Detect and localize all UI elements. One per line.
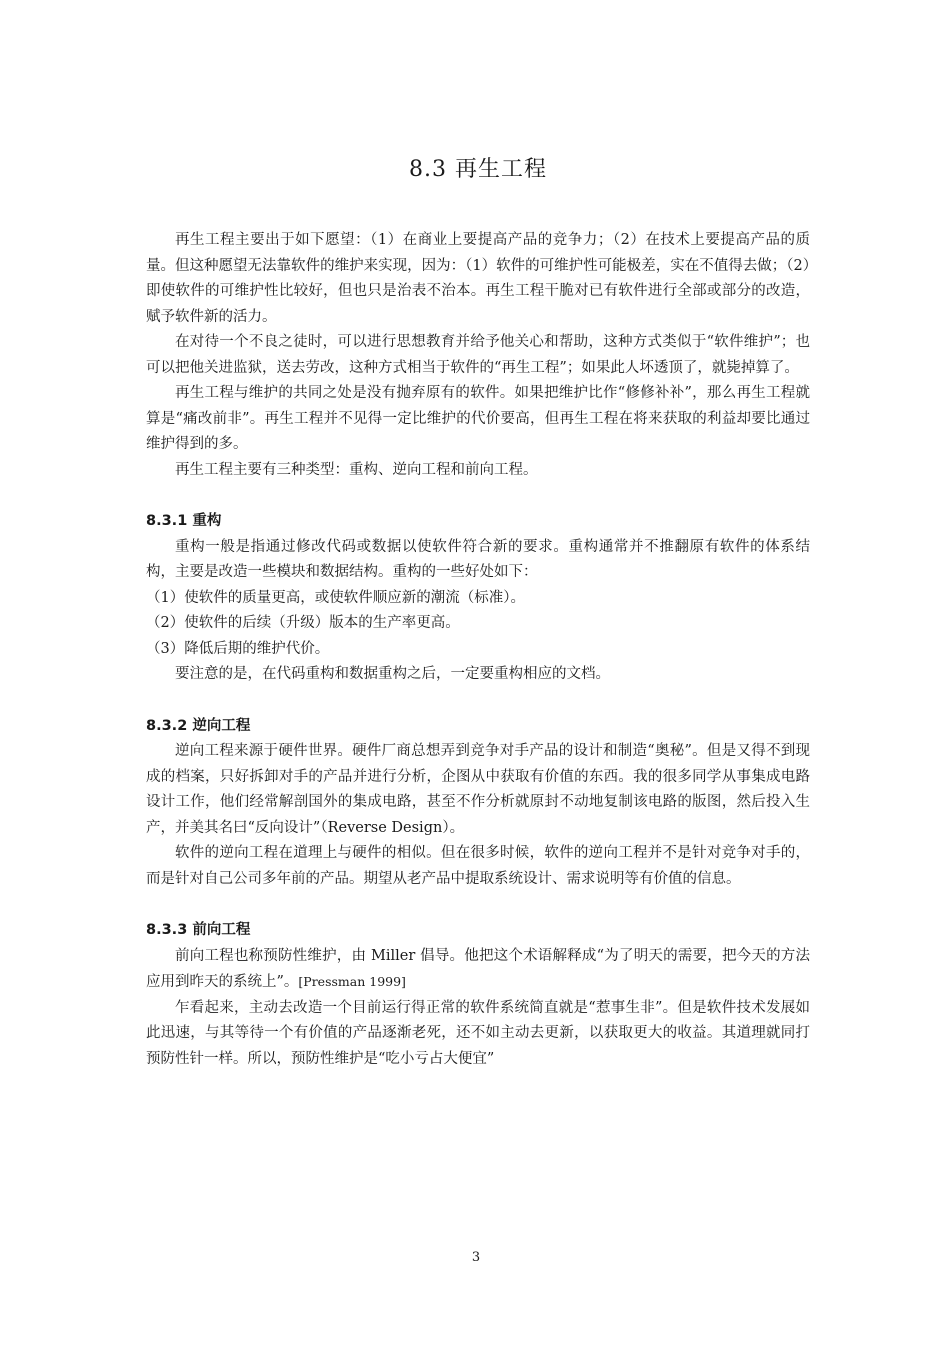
citation-reference: [Pressman 1999] (298, 974, 406, 989)
intro-paragraph-4: 再生工程主要有三种类型：重构、逆向工程和前向工程。 (175, 461, 538, 478)
subsection-heading-reverse-engineering: 8.3.2 逆向工程 (146, 717, 251, 734)
subsection-heading-forward-engineering: 8.3.3 前向工程 (146, 922, 251, 938)
reverse-engineering-paragraph-2: 软件的逆向工程在道理上与硬件的相似。但在很多时候，软件的逆向工程并不是针对竞争对手的，而是针对自己公司多年前的产品。期望从老产品中提取系统设计、需求说明等有价值的信息。 (146, 845, 810, 887)
refactoring-list-item: （3）降低后期的维护代价。 (146, 640, 330, 657)
refactoring-list-item: （2）使软件的后续（升级）版本的生产率更高。 (146, 615, 460, 631)
refactoring-paragraph-2: 要注意的是，在代码重构和数据重构之后，一定要重构相应的文档。 (175, 666, 610, 682)
subsection-heading-refactoring: 8.3.1 重构 (146, 513, 222, 529)
section-body (146, 228, 810, 1072)
refactoring-paragraph-1: 重构一般是指通过修改代码或数据以使软件符合新的要求。重构通常并不推翻原有软件的体系结构，主要是改造一些模块和数据结构。重构的一些好处如下： (146, 538, 810, 580)
intro-paragraph-1: 再生工程主要出于如下愿望：（1）在商业上要提高产品的竞争力；（2）在技术上要提高产品的质量。但这种愿望无法靠软件的维护来实现，因为：（1）软件的可维护性可能极差，实在不值得去做；（2）即使软件的可维护性比较好，但也只是治表不治本。再生工程干脆对已有软件进行全部或部分的改造，赋予软件新的活力。 (146, 232, 810, 325)
reverse-engineering-paragraph-1: 逆向工程来源于硬件世界。硬件厂商总想弄到竞争对手产品的设计和制造“奥秘”。但是又得不到现成的档案，只好拆卸对手的产品并进行分析，企图从中获取有价值的东西。我的很多同学从事集成电路设计工作，他们经常解剖国外的集成电路，甚至不作分析就原封不动地复制该电路的版图，然后投入生产，并美其名曰“反向设计”（Reverse Design）。 (146, 743, 810, 836)
intro-paragraph-2: 在对待一个不良之徒时，可以进行思想教育并给予他关心和帮助，这种方式类似于“软件维护”；也可以把他关进监狱，送去劳改，这种方式相当于软件的“再生工程”；如果此人坏透顶了，就毙掉算了。 (146, 334, 810, 376)
page-number: 3 (471, 1250, 481, 1265)
intro-paragraph-3: 再生工程与维护的共同之处是没有抛弃原有的软件。如果把维护比作“修修补补”，那么再生工程就算是“痛改前非”。再生工程并不见得一定比维护的代价要高，但再生工程在将来获取的利益却要比通过维护得到的多。 (146, 385, 810, 452)
forward-engineering-paragraph-1 (146, 944, 810, 996)
section-title: 8.3 再生工程 (409, 157, 547, 182)
refactoring-list-item: （1）使软件的质量更高，或使软件顺应新的潮流（标准）。 (146, 589, 525, 606)
forward-engineering-paragraph-2: 乍看起来，主动去改造一个目前运行得正常的软件系统简直就是“惹事生非”。但是软件技术发展如此迅速，与其等待一个有价值的产品逐渐老死，还不如主动去更新，以获取更大的收益。其道理就同打预防性针一样。所以，预防性维护是“吃小亏占大便宜” (146, 999, 810, 1067)
forward-engineering-text: 前向工程也称预防性维护，由 Miller 倡导。他把这个术语解释成“为了明天的需要，把今天的方法应用到昨天的系统上”。 (146, 947, 810, 990)
